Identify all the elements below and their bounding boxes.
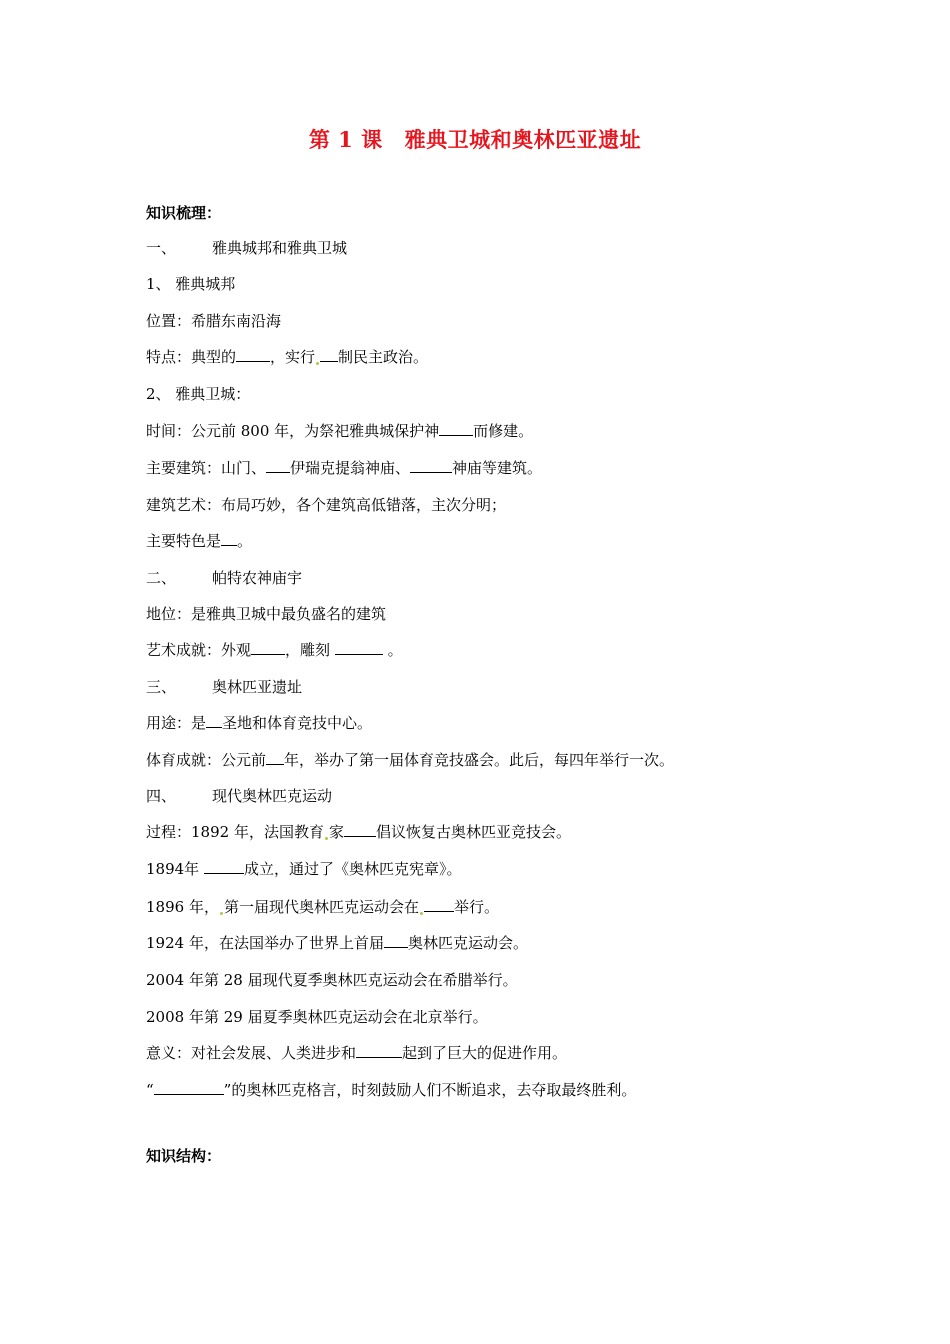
mark-dot xyxy=(220,912,223,915)
fill-blank xyxy=(154,1080,224,1095)
line-acropolis: 2、 雅典卫城： xyxy=(146,385,251,403)
fill-blank xyxy=(221,531,237,546)
line-location: 位置：希腊东南沿海 xyxy=(146,312,282,330)
section-3-heading: 三、 奥林匹亚遗址 xyxy=(146,678,303,696)
section-1-heading: 一、 雅典城邦和雅典卫城 xyxy=(146,239,348,257)
line-significance: 意义：对社会发展、人类进步和 起到了巨大的促进作用。 xyxy=(146,1044,568,1062)
fill-blank xyxy=(204,859,244,874)
mark-dot xyxy=(316,362,319,365)
fill-blank xyxy=(356,1043,402,1058)
section-2-heading: 二、 帕特农神庙宇 xyxy=(146,569,303,587)
lesson-number: 第 1 课 xyxy=(308,127,383,152)
line-2008: 2008 年第 29 届夏季奥林匹克运动会在北京举行。 xyxy=(146,1008,488,1026)
line-main-buildings: 主要建筑：山门、 伊瑞克提翁神庙、 神庙等建筑。 xyxy=(146,459,543,477)
line-athens-city-state: 1、 雅典城邦 xyxy=(146,275,236,293)
line-architecture-art: 建筑艺术：布局巧妙，各个建筑高低错落，主次分明； xyxy=(146,496,507,514)
fill-blank xyxy=(335,640,383,655)
knowledge-heading: 知识梳理： xyxy=(146,204,222,222)
line-features: 特点：典型的 ，实行 制民主政治。 xyxy=(146,348,429,366)
mark-dot xyxy=(325,837,328,840)
mark-dot xyxy=(420,912,423,915)
fill-blank xyxy=(410,458,452,473)
fill-blank xyxy=(384,933,408,948)
line-sports-achievement: 体育成就：公元前 年，举办了第一届体育竞技盛会。此后，每四年举行一次。 xyxy=(146,751,675,769)
line-status: 地位：是雅典卫城中最负盛名的建筑 xyxy=(146,605,387,623)
line-1896: 1896 年， 第一届现代奥林匹克运动会在 举行。 xyxy=(146,898,499,916)
line-process: 过程：1892 年，法国教育 家 倡议恢复古奥林匹亚竞技会。 xyxy=(146,823,571,841)
fill-blank xyxy=(439,421,473,436)
page-title xyxy=(0,124,950,154)
fill-blank xyxy=(344,822,376,837)
line-main-feature: 主要特色是 。 xyxy=(146,532,253,550)
line-olympic-motto: “ ”的奥林匹克格言，时刻鼓励人们不断追求，去夺取最终胜利。 xyxy=(146,1081,637,1099)
line-2004: 2004 年第 28 届现代夏季奥林匹克运动会在希腊举行。 xyxy=(146,971,518,989)
fill-blank xyxy=(206,713,222,728)
fill-blank xyxy=(266,750,284,765)
section-4-heading: 四、 现代奥林匹克运动 xyxy=(146,787,333,805)
fill-blank xyxy=(424,897,454,912)
line-1894: 1894年 成立，通过了《奥林匹克宪章》。 xyxy=(146,860,462,878)
fill-blank xyxy=(266,458,290,473)
line-time: 时间：公元前 800 年，为祭祀雅典城保护神 而修建。 xyxy=(146,422,534,440)
lesson-title: 雅典卫城和奥林匹亚遗址 xyxy=(404,127,642,152)
fill-blank xyxy=(320,347,338,362)
structure-heading: 知识结构： xyxy=(146,1147,222,1165)
line-art-achievement: 艺术成就：外观 ，雕刻 。 xyxy=(146,641,403,659)
line-1924: 1924 年，在法国举办了世界上首届 奥林匹克运动会。 xyxy=(146,934,528,952)
line-purpose: 用途：是 圣地和体育竞技中心。 xyxy=(146,714,373,732)
fill-blank xyxy=(236,347,270,362)
fill-blank xyxy=(251,640,285,655)
